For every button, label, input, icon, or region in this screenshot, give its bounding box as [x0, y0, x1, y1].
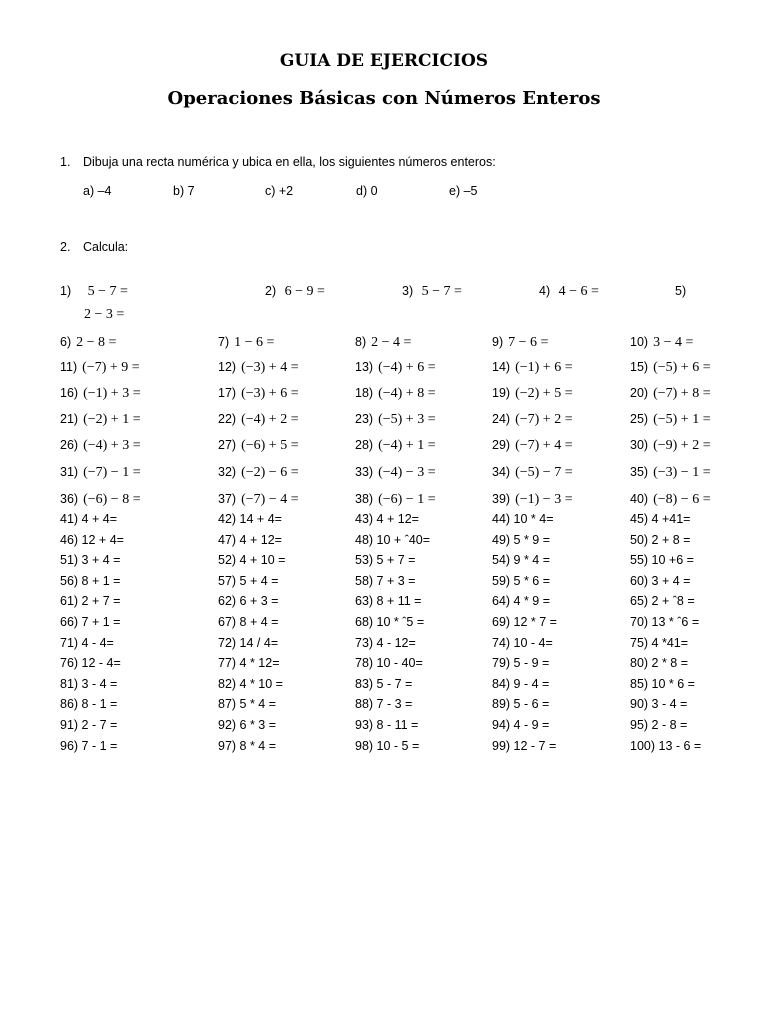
exercise-item: 91) 2 - 7 =: [60, 718, 118, 732]
exercise-expression: (−7) − 1 =: [83, 465, 141, 480]
exercise-item: 59) 5 * 6 =: [492, 573, 551, 588]
exercise-label: 30): [630, 438, 649, 452]
exercise-item: 71) 4 - 4=: [60, 635, 114, 650]
exercise-label: 22): [218, 412, 237, 426]
exercise-item: [630, 333, 693, 351]
exercise-item: [492, 384, 573, 402]
exercise-expression: (−4) − 3 =: [378, 465, 436, 480]
exercise-item: 78) 10 - 40=: [355, 656, 423, 671]
page-title: GUIA DE EJERCICIOS: [279, 51, 489, 71]
exercise-item: [402, 282, 462, 300]
exercise-expression: (−2) + 1 =: [83, 412, 141, 427]
exercise-item: [60, 384, 141, 402]
exercise-expression: 3 − 4 =: [653, 335, 694, 350]
exercise-expression: (−5) + 1 =: [653, 412, 711, 427]
exercise-item: 48) 10 + ˆ40=: [355, 532, 431, 547]
exercise-expression: (−6) + 5 =: [241, 438, 299, 453]
exercise-row: [0, 533, 768, 551]
exercise-row: [0, 574, 768, 592]
exercise-item: [492, 490, 573, 508]
exercise-item: 75) 4 *41=: [630, 635, 689, 650]
exercise-expression: (−3) + 6 =: [241, 386, 299, 401]
exercise-row: [0, 384, 768, 404]
exercise-label: 20): [630, 386, 649, 400]
exercise-item: 56) 8 + 1 =: [60, 573, 121, 588]
exercise-item: 98) 10 - 5 =: [355, 738, 420, 753]
exercise-item: 80) 2 * 8 =: [630, 656, 689, 671]
exercise-row: [0, 739, 768, 757]
exercise-item: 76) 12 - 4=: [60, 656, 121, 671]
exercise-expression: (−3) + 4 =: [241, 360, 299, 375]
exercise-item: [60, 333, 116, 351]
exercise-item: 100) 13 - 6 =: [630, 738, 702, 753]
exercise-item: 42) 14 + 4=: [218, 512, 282, 526]
exercise-label: 17): [218, 386, 237, 400]
exercise-label: 39): [492, 492, 511, 506]
exercise-label: 5): [675, 284, 687, 298]
exercise-row: [0, 463, 768, 483]
exercise-expression: (−5) + 6 =: [653, 360, 711, 375]
exercise-item: [60, 358, 140, 376]
exercise-label: 28): [355, 438, 374, 452]
exercise-item: [492, 436, 573, 454]
exercise-label: 27): [218, 438, 237, 452]
exercise-item: 47) 4 + 12=: [218, 532, 282, 547]
exercise-item: [265, 282, 325, 300]
exercise-item: 45) 4 +41=: [630, 512, 691, 526]
exercise-label: 13): [355, 360, 374, 374]
exercise-label: 9): [492, 335, 504, 349]
exercise-item: [218, 436, 299, 454]
exercise-row: [0, 718, 768, 736]
question-1-text: Dibuja una recta numérica y ubica en ella, los siguientes números enteros:: [83, 155, 496, 169]
q1-item-a: a) –4: [83, 184, 112, 198]
exercise-label: 1): [60, 284, 72, 298]
exercise-expression: (−4) + 3 =: [83, 438, 141, 453]
exercise-item: 52) 4 + 10 =: [218, 553, 286, 568]
exercise-expression: 1 − 6 =: [234, 335, 275, 350]
exercise-label: 18): [355, 386, 374, 400]
exercise-item: 65) 2 + ˆ8 =: [630, 594, 695, 609]
exercise-item: 70) 13 * ˆ6 =: [630, 615, 700, 629]
exercise-item: 60) 3 + 4 =: [630, 573, 691, 588]
exercise-expression: (−3) − 1 =: [653, 465, 711, 480]
exercise-item: [492, 333, 548, 351]
exercise-item: [218, 358, 299, 376]
exercise-item: 74) 10 - 4=: [492, 635, 553, 650]
exercise-item: 69) 12 * 7 =: [492, 615, 557, 629]
exercise-item: 83) 5 - 7 =: [355, 676, 413, 691]
exercise-item: 57) 5 + 4 =: [218, 573, 279, 588]
exercise-label: 19): [492, 386, 511, 400]
exercise-label: 23): [355, 412, 374, 426]
q1-item-e: e) –5: [449, 184, 478, 198]
exercise-expression: (−6) − 8 =: [83, 492, 141, 507]
exercise-item: 61) 2 + 7 =: [60, 594, 121, 609]
exercise-row: [0, 333, 768, 353]
exercise-label: 40): [630, 492, 649, 506]
exercise-expression: (−2) − 6 =: [241, 465, 299, 480]
exercise-item: 92) 6 * 3 =: [218, 718, 277, 732]
exercise-item: [492, 410, 573, 428]
exercise-expression: 2 − 4 =: [371, 335, 412, 350]
exercise-item: 87) 5 * 4 =: [218, 697, 277, 712]
exercise-label: 37): [218, 492, 237, 506]
exercise-label: 34): [492, 465, 511, 479]
exercise-label: 6): [60, 335, 72, 349]
exercise-expression: (−2) + 5 =: [515, 386, 573, 401]
exercise-item: 86) 8 - 1 =: [60, 697, 118, 712]
exercise-item: [218, 333, 274, 351]
exercise-expression: (−8) − 6 =: [653, 492, 711, 507]
exercise-item: [60, 490, 141, 508]
exercise-label: 2): [265, 284, 277, 298]
exercise-item: 62) 6 + 3 =: [218, 594, 279, 609]
exercise-item: 79) 5 - 9 =: [492, 656, 550, 671]
exercise-label: 29): [492, 438, 511, 452]
exercise-item: 44) 10 * 4=: [492, 512, 554, 526]
exercise-item: 84) 9 - 4 =: [492, 676, 550, 691]
exercise-item: 93) 8 - 11 =: [355, 718, 419, 732]
exercise-item: [630, 436, 711, 454]
exercise-item: 49) 5 * 9 =: [492, 532, 551, 547]
exercise-label: 36): [60, 492, 79, 506]
question-1-number: 1.: [60, 155, 71, 169]
exercise-label: 7): [218, 335, 230, 349]
exercise-expression: (−7) + 2 =: [515, 412, 573, 427]
exercise-item: 68) 10 * ˆ5 =: [355, 615, 425, 629]
exercise-expression: (−4) + 6 =: [378, 360, 436, 375]
exercise-item: 77) 4 * 12=: [218, 656, 280, 671]
exercise-label: 12): [218, 360, 237, 374]
q1-item-b: b) 7: [173, 184, 195, 198]
exercise-row: [0, 615, 768, 633]
exercise-expression: 5 − 7 =: [421, 284, 462, 299]
exercise-item: 97) 8 * 4 =: [218, 738, 277, 753]
exercise-expression: (−7) + 4 =: [515, 438, 573, 453]
exercise-row: [0, 512, 768, 530]
exercise-label: 33): [355, 465, 374, 479]
exercise-item: 67) 8 + 4 =: [218, 615, 279, 629]
exercise-item: 63) 8 + 11 =: [355, 594, 422, 609]
exercise-item: [355, 333, 411, 351]
exercise-item: [355, 436, 436, 454]
exercise-label: 11): [60, 360, 78, 374]
exercise-item: 99) 12 - 7 =: [492, 738, 557, 753]
exercise-item: 81) 3 - 4 =: [60, 676, 118, 691]
exercise-row: [0, 677, 768, 695]
exercise-item: [630, 410, 711, 428]
exercise-item: 54) 9 * 4 =: [492, 553, 551, 568]
exercise-item: [60, 282, 128, 300]
exercise-expression: (−7) + 9 =: [82, 360, 140, 375]
exercise-expression: (−4) + 8 =: [378, 386, 436, 401]
exercise-item: 50) 2 + 8 =: [630, 532, 691, 547]
exercise-row: [0, 656, 768, 674]
exercise-expression: (−5) − 7 =: [515, 465, 573, 480]
exercise-item: 73) 4 - 12=: [355, 635, 416, 650]
exercise-item: [218, 490, 299, 508]
exercise-item: [60, 410, 141, 428]
exercise-label: 16): [60, 386, 79, 400]
exercise-item: [492, 463, 573, 481]
exercise-label: 10): [630, 335, 649, 349]
exercise-item: [218, 463, 299, 481]
exercise-label: 38): [355, 492, 374, 506]
exercise-row: [0, 636, 768, 654]
exercise-expression: 7 − 6 =: [508, 335, 549, 350]
exercise-item: 43) 4 + 12=: [355, 512, 419, 526]
exercise-label: 32): [218, 465, 237, 479]
exercise-label: 25): [630, 412, 649, 426]
exercise-expression: 2 − 8 =: [76, 335, 117, 350]
exercise-label: 8): [355, 335, 367, 349]
q1-item-c: c) +2: [265, 184, 294, 198]
exercise-item: [60, 463, 141, 481]
exercise-item: 46) 12 + 4=: [60, 532, 124, 547]
exercise-expression: 5 − 7 =: [87, 284, 128, 299]
exercise-item: [218, 384, 299, 402]
exercise-expression: (−7) + 8 =: [653, 386, 711, 401]
exercise-item: [355, 463, 436, 481]
exercise-item: [630, 384, 711, 402]
exercise-item: [60, 436, 141, 454]
exercise-item: 94) 4 - 9 =: [492, 718, 550, 732]
exercise-item: 95) 2 - 8 =: [630, 718, 688, 732]
exercise-label: 21): [60, 412, 79, 426]
exercise-label: 15): [630, 360, 649, 374]
exercise-item: [630, 490, 711, 508]
exercise-item: 88) 7 - 3 =: [355, 697, 413, 712]
exercise-expression: 6 − 9 =: [284, 284, 325, 299]
exercise-item: [355, 384, 436, 402]
exercise-item: [539, 282, 599, 300]
exercise-item: 66) 7 + 1 =: [60, 615, 121, 629]
exercise-expression-wrap: 2 − 3 =: [84, 307, 125, 322]
exercise-item: [492, 358, 573, 376]
exercise-expression: (−4) + 1 =: [378, 438, 436, 453]
exercise-item: 72) 14 / 4=: [218, 635, 279, 650]
exercise-label: 24): [492, 412, 511, 426]
exercise-expression: (−9) + 2 =: [653, 438, 711, 453]
exercise-item: 53) 5 + 7 =: [355, 553, 416, 568]
question-2-text: Calcula:: [83, 240, 129, 254]
exercise-label: 4): [539, 284, 551, 298]
exercise-row: [0, 436, 768, 456]
exercise-expression: (−1) + 3 =: [83, 386, 141, 401]
exercise-item: 90) 3 - 4 =: [630, 697, 688, 712]
exercise-item: 64) 4 * 9 =: [492, 594, 551, 609]
exercise-item: 41) 4 + 4=: [60, 512, 117, 526]
exercise-label: 3): [402, 284, 414, 298]
exercise-item: 58) 7 + 3 =: [355, 573, 416, 588]
exercise-row: [0, 358, 768, 378]
exercise-row: [0, 282, 768, 302]
exercise-row: [0, 697, 768, 715]
exercise-row: [0, 594, 768, 612]
exercise-item: 82) 4 * 10 =: [218, 676, 283, 691]
exercise-item: [630, 358, 711, 376]
exercise-expression: (−7) − 4 =: [241, 492, 299, 507]
exercise-item: [630, 463, 711, 481]
exercise-item: 89) 5 - 6 =: [492, 697, 550, 712]
exercise-expression: (−1) + 6 =: [515, 360, 573, 375]
exercise-label: 35): [630, 465, 649, 479]
exercise-row: [0, 553, 768, 571]
exercise-item: 85) 10 * 6 =: [630, 676, 695, 691]
exercise-expression: (−4) + 2 =: [241, 412, 299, 427]
exercise-row: [0, 410, 768, 430]
exercise-expression: 4 − 6 =: [558, 284, 599, 299]
exercise-label: 14): [492, 360, 511, 374]
exercise-item: [218, 410, 299, 428]
exercise-item: 55) 10 +6 =: [630, 553, 694, 568]
exercise-label: 26): [60, 438, 79, 452]
exercise-item: [355, 490, 436, 508]
q1-item-d: d) 0: [356, 184, 378, 198]
exercise-item: [675, 282, 686, 300]
question-2-number: 2.: [60, 240, 71, 254]
exercise-expression: (−6) − 1 =: [378, 492, 436, 507]
page-subtitle: Operaciones Básicas con Números Enteros: [167, 88, 601, 109]
exercise-item: [355, 410, 436, 428]
exercise-expression: (−5) + 3 =: [378, 412, 436, 427]
exercise-item: [355, 358, 436, 376]
exercise-expression: (−1) − 3 =: [515, 492, 573, 507]
exercise-label: 31): [60, 465, 79, 479]
exercise-item: 96) 7 - 1 =: [60, 738, 118, 753]
exercise-item: 51) 3 + 4 =: [60, 553, 121, 568]
exercise-row: [0, 490, 768, 510]
